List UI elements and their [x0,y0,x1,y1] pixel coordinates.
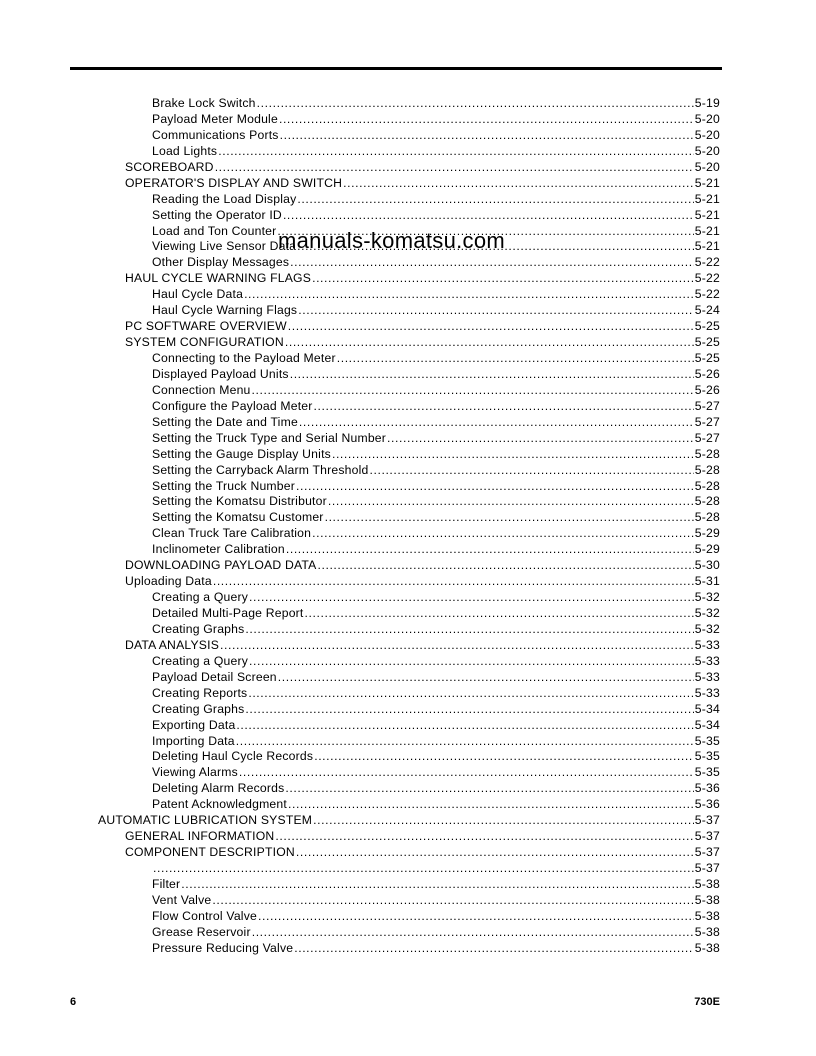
toc-entry[interactable] [152,718,720,734]
toc-entry-page: 5-37 [694,829,720,844]
toc-entry-label: Haul Cycle Warning Flags [152,303,298,318]
toc-leader-dots [296,479,694,495]
toc-leader-dots [290,367,694,383]
toc-leader-dots [244,287,694,303]
toc-entry[interactable] [125,829,720,845]
toc-entry-page: 5-24 [694,303,720,318]
toc-entry-page: 5-34 [694,701,720,716]
toc-entry-page: 5-38 [694,924,720,939]
toc-entry-page: 5-21 [694,191,720,206]
toc-entry-label: Viewing Alarms [152,765,238,780]
toc-row [0,861,816,877]
toc-row [0,909,816,925]
toc-leader-dots [257,96,694,112]
toc-entry-page: 5-37 [694,813,720,828]
toc-row [0,96,816,112]
toc-entry[interactable] [152,686,720,702]
toc-leader-dots [215,160,694,176]
toc-entry-label: Displayed Payload Units [152,366,289,381]
toc-entry-label: Haul Cycle Data [152,287,244,302]
toc-leader-dots [283,208,694,224]
toc-leader-dots [285,781,693,797]
toc-row [0,829,816,845]
toc-entry[interactable] [152,399,720,415]
toc-row [0,208,816,224]
toc-entry[interactable] [152,797,720,813]
toc-entry-page: 5-36 [694,797,720,812]
toc-entry-page: 5-28 [694,478,720,493]
toc-entry-page: 5-25 [694,335,720,350]
toc-leader-dots [337,351,694,367]
toc-row [0,734,816,750]
toc-leader-dots [288,797,694,813]
toc-leader-dots [314,399,694,415]
toc-entry-label: Vent Valve [152,892,212,907]
toc-entry-page: 5-21 [694,207,720,222]
toc-entry-label: Setting the Date and Time [152,414,298,429]
toc-entry-page: 5-20 [694,159,720,174]
toc-entry-label: Other Display Messages [152,255,290,270]
toc-entry-label: DOWNLOADING PAYLOAD DATA [125,558,317,573]
toc-entry-page: 5-20 [694,111,720,126]
toc-entry[interactable] [125,638,720,654]
toc-entry-label: Connecting to the Payload Meter [152,351,336,365]
toc-row [0,399,816,415]
toc-entry-page: 5-35 [694,749,720,764]
toc-entry-label: AUTOMATIC LUBRICATION SYSTEM [98,813,313,828]
toc-leader-dots [258,909,694,925]
toc-leader-dots [387,431,694,447]
toc-entry[interactable] [125,845,720,861]
toc-entry[interactable] [125,335,720,351]
toc-entry[interactable] [125,160,720,176]
toc-row [0,335,816,351]
toc-row [0,765,816,781]
toc-row [0,622,816,638]
toc-entry-page: 5-28 [694,446,720,461]
toc-entry-label: Creating Reports [152,685,248,700]
toc-entry-label: Detailed Multi-Page Report [152,606,304,620]
toc-entry-label: Creating Graphs [152,701,245,716]
toc-entry-page: 5-26 [694,382,720,397]
toc-row [0,781,816,797]
toc-row [0,431,816,447]
toc-entry[interactable] [152,367,720,383]
toc-entry-page: 5-38 [694,940,720,955]
toc-entry[interactable] [152,479,720,495]
toc-entry-label: Setting the Komatsu Distributor [152,494,327,509]
toc-entry-page: 5-26 [694,366,720,381]
toc-leader-dots [313,813,694,829]
toc-entry-page: 5-33 [694,653,720,668]
toc-entry-label: SYSTEM CONFIGURATION [125,335,284,350]
toc-entry-label: Filter [152,876,181,891]
toc-row [0,287,816,303]
footer-page-number: 6 [70,996,77,1008]
toc-entry-label: Load and Ton Counter [152,223,277,238]
toc-leader-dots [332,447,694,463]
toc-row [0,797,816,813]
toc-leader-dots [296,845,694,861]
toc-entry-page: 5-25 [694,319,720,334]
header-rule [70,67,722,70]
toc-row [0,558,816,574]
toc-leader-dots [220,638,694,654]
toc-row [0,255,816,271]
toc-leader-dots [249,654,694,670]
toc-row [0,893,816,909]
toc-entry[interactable] [152,447,720,463]
toc-row [0,160,816,176]
toc-entry-label: Setting the Truck Number [152,478,295,493]
toc-entry[interactable] [152,734,720,750]
toc-entry[interactable] [152,383,720,399]
toc-entry-page: 5-33 [694,669,720,684]
toc-entry[interactable] [125,319,720,335]
toc-entry-page: 5-27 [694,398,720,413]
toc-row [0,542,816,558]
toc-row [0,686,816,702]
toc-entry-label: OPERATOR'S DISPLAY AND SWITCH [125,175,343,190]
toc-entry-page: 5-20 [694,127,720,142]
toc-entry[interactable] [152,606,720,622]
toc-row [0,638,816,654]
toc-entry[interactable] [152,192,720,208]
toc-row [0,271,816,287]
toc-entry-page: 5-38 [694,892,720,907]
toc-entry-label: Setting the Truck Type and Serial Number [152,430,387,445]
toc-leader-dots [297,192,693,208]
toc-entry-label: Deleting Alarm Records [152,781,285,796]
toc-entry-label: Setting the Gauge Display Units [152,446,331,461]
toc-entry[interactable] [152,670,720,686]
toc-entry[interactable] [152,590,720,606]
toc-entry[interactable] [152,431,720,447]
toc-row [0,415,816,431]
toc-entry-label: Creating a Query [152,653,249,668]
toc-row [0,351,816,367]
toc-entry-page: 5-21 [694,223,720,238]
toc-row [0,670,816,686]
toc-leader-dots [280,128,694,144]
toc-row [0,654,816,670]
toc-leader-dots [285,335,694,351]
toc-row [0,749,816,765]
toc-leader-dots [279,112,694,128]
toc-entry-page: 5-30 [694,558,720,573]
toc-entry-page: 5-28 [694,462,720,477]
toc-entry-label: Setting the Komatsu Customer [152,510,324,525]
toc-entry-page: 5-32 [694,606,720,620]
toc-leader-dots [275,829,693,845]
toc-entry-label: Inclinometer Calibration [152,542,285,557]
toc-leader-dots [153,861,694,877]
toc-row [0,144,816,160]
toc-entry[interactable] [152,112,720,128]
toc-entry-page: 5-21 [694,175,720,190]
toc-entry-label: Exporting Data [152,717,236,732]
toc-row [0,590,816,606]
toc-leader-dots [236,718,693,734]
toc-entry[interactable] [152,765,720,781]
watermark: manuals-komatsu.com [278,228,505,253]
toc-row [0,813,816,829]
toc-entry[interactable] [125,271,720,287]
toc-entry[interactable] [152,208,720,224]
toc-entry[interactable] [125,176,720,192]
toc-entry-page: 5-19 [694,96,720,110]
toc-leader-dots [245,622,693,638]
toc-entry[interactable] [152,287,720,303]
toc-entry[interactable] [152,702,720,718]
toc-row [0,702,816,718]
toc-leader-dots [252,925,694,941]
toc-entry-page: 5-22 [694,287,720,302]
toc-entry-label: Flow Control Valve [152,908,257,923]
toc-leader-dots [312,526,694,542]
toc-leader-dots [343,176,694,192]
toc-entry-label: Reading the Load Display [152,191,297,206]
toc-row [0,447,816,463]
toc-entry[interactable] [152,510,720,526]
toc-entry-label: Deleting Haul Cycle Records [152,749,314,764]
toc-entry-label: Creating Graphs [152,621,245,636]
toc-entry-page: 5-34 [694,717,720,732]
toc-entry[interactable] [152,893,720,909]
toc-row [0,383,816,399]
toc-entry-label: Creating a Query [152,590,249,605]
footer-model: 730E [694,996,720,1008]
toc-entry[interactable] [152,303,720,319]
toc-leader-dots [305,606,694,622]
toc-entry[interactable] [152,622,720,638]
toc-entry-label: GENERAL INFORMATION [125,829,275,844]
toc-row [0,510,816,526]
toc-entry-label: SCOREBOARD [125,159,214,174]
toc-entry-page: 5-28 [694,494,720,509]
toc-entry-label: Setting the Carryback Alarm Threshold [152,462,369,477]
toc-entry[interactable] [152,96,720,112]
toc-entry[interactable] [152,351,720,367]
toc-entry[interactable] [125,574,720,590]
toc-row [0,845,816,861]
toc-row [0,192,816,208]
toc-entry[interactable] [152,526,720,542]
toc-row [0,303,816,319]
toc-entry[interactable] [152,128,720,144]
toc-entry-page: 5-28 [694,510,720,525]
toc-entry-page: 5-21 [694,239,720,254]
toc-entry[interactable] [152,861,720,877]
toc-row [0,128,816,144]
toc-leader-dots [290,255,694,271]
toc-entry[interactable] [98,813,720,829]
toc-entry[interactable] [125,558,720,574]
toc-leader-dots [298,303,694,319]
toc-entry[interactable] [152,749,720,765]
toc-leader-dots [314,749,694,765]
toc-entry-label: Communications Ports [152,127,279,142]
toc-entry-label: Patent Acknowledgment [152,797,287,812]
toc-entry[interactable] [152,463,720,479]
toc-entry-label: Grease Reservoir [152,924,251,939]
toc-entry[interactable] [152,909,720,925]
toc-row [0,319,816,335]
toc-leader-dots [299,415,694,431]
toc-entry-label: Configure the Payload Meter [152,398,313,413]
toc-entry[interactable] [152,494,720,510]
toc-entry-page: 5-27 [694,430,720,445]
toc-leader-dots [278,670,694,686]
toc-row [0,925,816,941]
toc-entry-page: 5-38 [694,908,720,923]
toc-entry-label: HAUL CYCLE WARNING FLAGS [125,271,312,286]
toc-entry-page: 5-35 [694,765,720,780]
toc-entry-page: 5-38 [694,876,720,891]
toc-leader-dots [252,383,694,399]
toc-entry-page: 5-32 [694,590,720,605]
toc-leader-dots [212,893,693,909]
toc-row [0,176,816,192]
toc-row [0,606,816,622]
toc-entry-label: Connection Menu [152,382,251,397]
toc-entry-page: 5-36 [694,781,720,796]
toc-leader-dots [249,590,694,606]
toc-entry-page: 5-33 [694,637,720,652]
toc-row [0,526,816,542]
toc-leader-dots [286,542,694,558]
toc-row [0,112,816,128]
toc-entry-label: Clean Truck Tare Calibration [152,526,312,541]
toc-entry[interactable] [152,654,720,670]
toc-row [0,479,816,495]
toc-leader-dots [213,574,694,590]
toc-entry-label: Viewing Live Sensor Data [152,239,297,254]
toc-entry-page: 5-27 [694,414,720,429]
toc-entry-label: Setting the Operator ID [152,207,282,222]
toc-entry[interactable] [152,542,720,558]
toc-leader-dots [312,271,694,287]
toc-entry-label: Pressure Reducing Valve [152,940,294,955]
toc-entry-page: 5-29 [694,526,720,541]
toc-entry[interactable] [152,877,720,893]
toc-entry-label: Load Lights [152,143,218,158]
toc-leader-dots [317,558,693,574]
toc-entry[interactable] [152,781,720,797]
toc-entry[interactable] [152,255,720,271]
toc-entry-label: Brake Lock Switch [152,96,256,110]
toc-leader-dots [248,686,693,702]
toc-row [0,367,816,383]
toc-leader-dots [236,734,694,750]
toc-entry[interactable] [152,941,720,957]
toc-entry-page: 5-37 [694,861,720,875]
toc-entry-page: 5-29 [694,542,720,557]
toc-row [0,494,816,510]
table-of-contents [0,96,816,957]
toc-entry-label: DATA ANALYSIS [125,637,220,652]
toc-entry-page: 5-33 [694,685,720,700]
toc-entry-page: 5-31 [694,574,720,589]
toc-leader-dots [370,463,694,479]
toc-entry-label: COMPONENT DESCRIPTION [125,845,295,860]
toc-leader-dots [288,319,694,335]
toc-leader-dots [328,494,694,510]
toc-entry-page: 5-25 [694,351,720,365]
toc-entry-label: Uploading Data [125,574,212,589]
toc-entry-page: 5-22 [694,271,720,286]
toc-leader-dots [245,702,693,718]
toc-row [0,877,816,893]
toc-row [0,574,816,590]
toc-leader-dots [218,144,694,160]
toc-entry-label: Payload Meter Module [152,111,278,126]
toc-entry-label: Payload Detail Screen [152,669,277,684]
toc-leader-dots [325,510,694,526]
toc-entry-label: PC SOFTWARE OVERVIEW [125,319,287,334]
toc-leader-dots [181,877,694,893]
toc-entry[interactable] [152,144,720,160]
toc-entry[interactable] [152,415,720,431]
toc-row [0,463,816,479]
toc-entry-page: 5-35 [694,733,720,748]
toc-entry-page: 5-22 [694,255,720,270]
toc-leader-dots [239,765,694,781]
toc-entry-page: 5-20 [694,143,720,158]
toc-entry[interactable] [152,925,720,941]
toc-row [0,941,816,957]
toc-row [0,718,816,734]
toc-leader-dots [294,941,694,957]
toc-entry-page: 5-37 [694,845,720,860]
toc-entry-label: Importing Data [152,733,235,748]
toc-entry-page: 5-32 [694,621,720,636]
